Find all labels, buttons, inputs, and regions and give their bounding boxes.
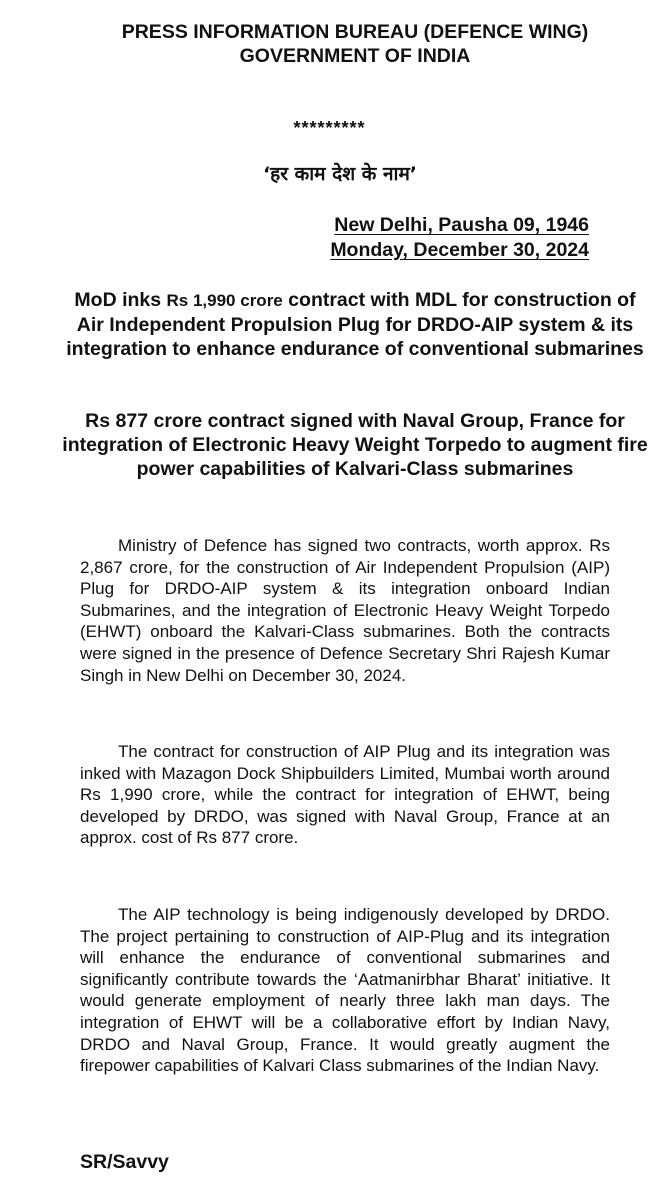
- signoff-initials: SR/Savvy: [80, 1151, 169, 1173]
- document-header: [100, 20, 610, 68]
- main-headline: [60, 288, 650, 361]
- sub-headline: Rs 877 crore contract signed with Naval Group, France for integration of Electronic Heavy Weight Torpedo to augment fire power capabilities of Kalvari-Class submarines: [62, 410, 648, 480]
- dateline-gregorian-date: Monday, December 30, 2024: [330, 239, 589, 261]
- main-headline-rest: contract with MDL for construction of Air Independent Propulsion Plug for DRDO-AIP system & its integration to enhance endurance of conventional submarines: [66, 289, 644, 360]
- dateline: [330, 213, 589, 263]
- body-paragraph: Ministry of Defence has signed two contracts, worth approx. Rs 2,867 crore, for the construction of Air Independent Propulsion (AIP) Plug for DRDO-AIP system & its integration onboard Indian Submarines, and the integration of Electronic Heavy Weight Torpedo (EHWT) onboard the Kalvari-Class submarines. Both the contracts were signed in the presence of Defence Secretary Shri Rajesh Kumar Singh in New Delhi on December 30, 2024.: [80, 536, 610, 685]
- main-headline-amount: Rs 1,990 crore: [166, 291, 283, 310]
- body-paragraph: The AIP technology is being indigenously developed by DRDO. The project pertaining to construction of AIP-Plug and its integration will enhance the endurance of conventional submarines and significantly contribute towards the ‘Aatmanirbhar Bharat’ initiative. It would generate employment of nearly three lakh man days. The integration of EHWT will be a collaborative effort by Indian Navy, DRDO and Naval Group, France. It would greatly augment the firepower capabilities of Kalvari Class submarines of the Indian Navy.: [80, 905, 610, 1076]
- hindi-motto: ‘हर काम देश के नाम’: [262, 163, 418, 185]
- dateline-place-saka-date: New Delhi, Pausha 09, 1946: [334, 214, 589, 236]
- main-headline-lead: MoD inks: [74, 289, 167, 311]
- body-paragraph: The contract for construction of AIP Plug and its integration was inked with Mazagon Dock Shipbuilders Limited, Mumbai worth around Rs 1,990 crore, while the contract for integration of EHWT, being developed by DRDO, was signed with Naval Group, France at an approx. cost of Rs 877 crore.: [80, 742, 610, 848]
- header-government-name: GOVERNMENT OF INDIA: [239, 45, 471, 67]
- header-separator: *********: [293, 118, 366, 138]
- header-bureau-name: PRESS INFORMATION BUREAU (DEFENCE WING): [121, 21, 589, 43]
